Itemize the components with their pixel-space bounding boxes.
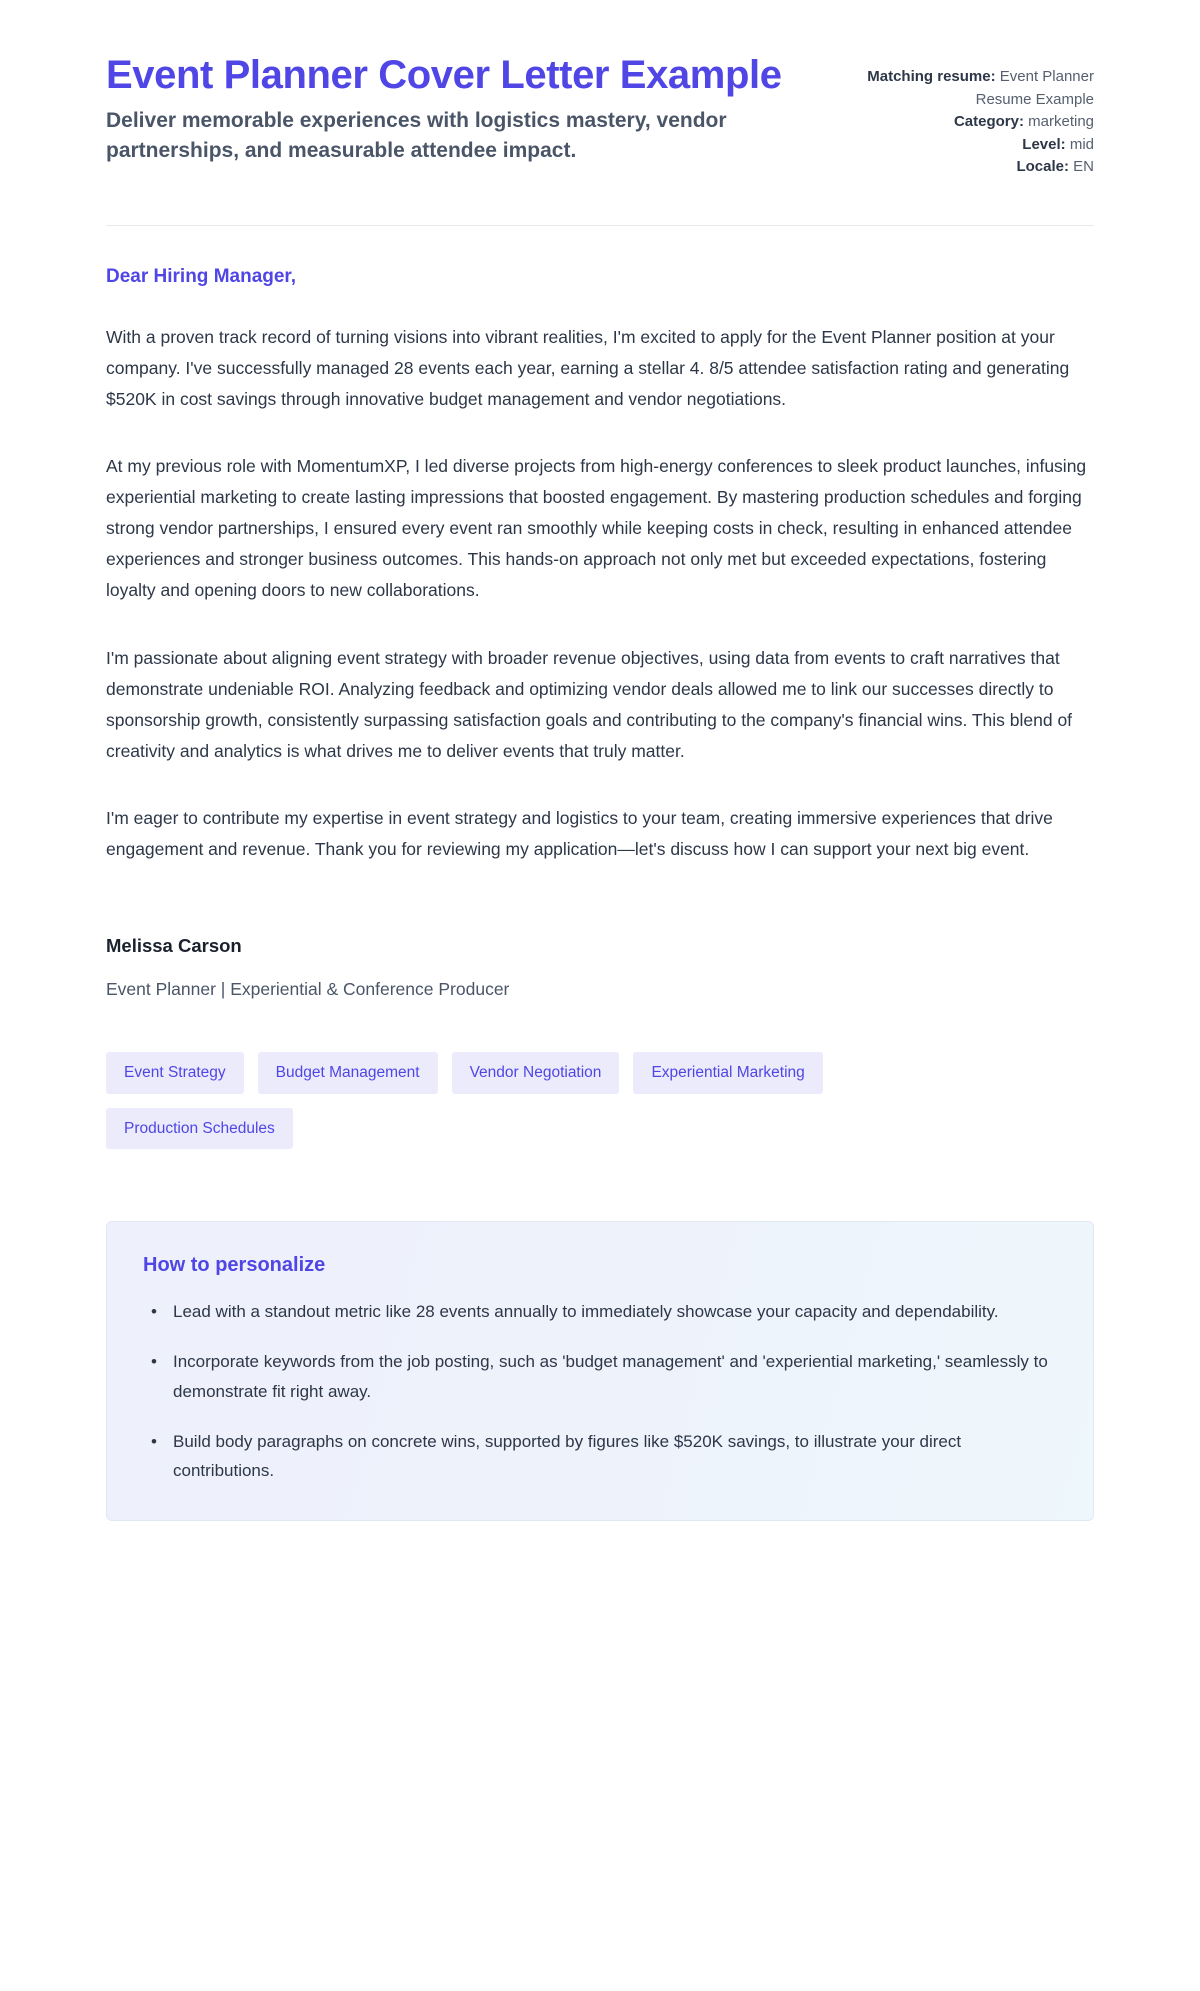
personalize-callout: [106, 1221, 1094, 1521]
signature-block: [106, 935, 1094, 1000]
letter-paragraph-2: At my previous role with MomentumXP, I led diverse projects from high-energy conferences to sleek product launches, infusing experiential marketing to create lasting impressions that boosted engagement. By mastering production schedules and forging strong vendor partnerships, I ensured every event ran smoothly while keeping costs in check, resulting in enhanced attendee experiences and stronger business outcomes. This hands-on approach not only met but exceeded expectations, fostering loyalty and opening doors to new collaborations.: [106, 455, 1087, 601]
skill-tag[interactable]: Production Schedules: [106, 1108, 293, 1150]
letter-paragraph-1: With a proven track record of turning visions into vibrant realities, I'm excited to apply for the Event Planner position at your company. I've successfully managed 28 events each year, earning a stellar 4. 8/5 attendee satisfaction rating and generating $520K in cost savings through innovative budget management and vendor negotiations.: [106, 326, 1070, 409]
letter-paragraph-4: I'm eager to contribute my expertise in event strategy and logistics to your team, creating immersive experiences that drive engagement and revenue. Thank you for reviewing my application—let's discuss how I can support your next big event.: [106, 808, 1053, 860]
letter-paragraph-3: I'm passionate about aligning event strategy with broader revenue objectives, using data from events to craft narratives that demonstrate undeniable ROI. Analyzing feedback and optimizing vendor deals allowed me to link our successes directly to sponsorship growth, consistently surpassing satisfaction goals and contributing to the company's financial wins. This blend of creativity and analytics is what drives me to deliver events that truly matter.: [106, 647, 1073, 762]
document-metadata: [864, 52, 1094, 179]
meta-matching-resume: [864, 66, 1094, 111]
meta-level: [864, 134, 1094, 157]
meta-level-value: mid: [1069, 135, 1094, 153]
list-item: • Incorporate keywords from the job posting, such as 'budget management' and 'experiential marketing,' seamlessly to demonstrate fit right away.: [169, 1347, 1057, 1407]
meta-locale-label: Locale:: [1016, 158, 1069, 175]
skill-tag[interactable]: Experiential Marketing: [633, 1052, 822, 1094]
callout-tip-list: [143, 1297, 1057, 1486]
page-subtitle: Deliver memorable experiences with logistics mastery, vendor partnerships, and measurable attendee impact.: [106, 109, 727, 163]
skill-tag[interactable]: Budget Management: [258, 1052, 438, 1094]
list-item: • Lead with a standout metric like 28 events annually to immediately showcase your capacity and dependability.: [169, 1297, 1057, 1327]
meta-category-value: marketing: [1028, 113, 1094, 130]
meta-locale: [864, 156, 1094, 179]
meta-category: [864, 111, 1094, 134]
page-header: [106, 52, 1094, 179]
meta-locale-value: EN: [1073, 158, 1094, 175]
meta-matching-resume-label: Matching resume:: [867, 68, 996, 85]
header-title-block: [106, 52, 806, 166]
callout-title: How to personalize: [143, 1254, 326, 1277]
signature-name: Melissa Carson: [106, 935, 242, 957]
skill-tag-list: [106, 1052, 986, 1149]
salutation: Dear Hiring Manager,: [106, 265, 297, 287]
skill-tag[interactable]: Vendor Negotiation: [452, 1052, 620, 1094]
signature-role: Event Planner | Experiential & Conference Producer: [106, 979, 510, 1000]
meta-category-label: Category:: [953, 113, 1024, 130]
page-title: Event Planner Cover Letter Example: [106, 53, 782, 97]
list-item: • Build body paragraphs on concrete wins, supported by figures like $520K savings, to illustrate your direct contributions.: [169, 1427, 1057, 1487]
meta-level-label: Level:: [1022, 135, 1066, 153]
skill-tag[interactable]: Event Strategy: [106, 1052, 244, 1094]
meta-matching-resume-value: Event Planner Resume Example: [975, 68, 1094, 108]
letter-body: [106, 226, 1094, 866]
